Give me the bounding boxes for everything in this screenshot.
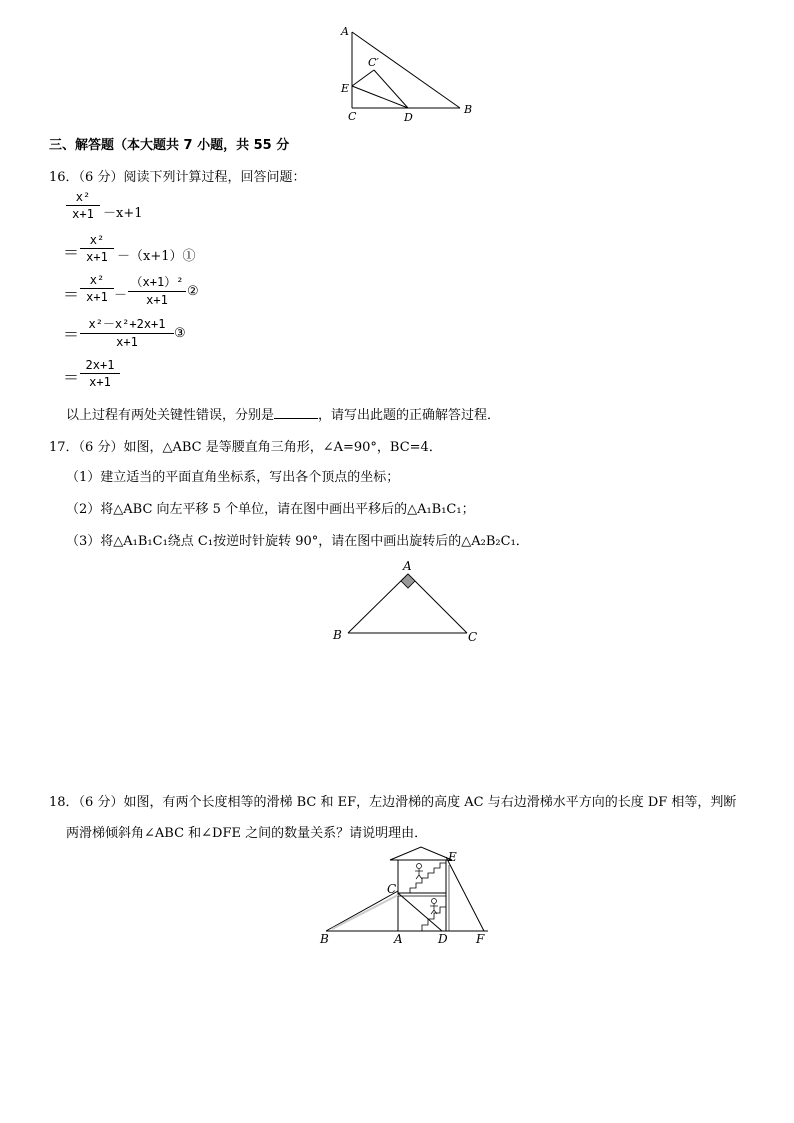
q18-label-D: D	[438, 932, 448, 946]
q16-line2-mark: ②	[187, 284, 199, 299]
q16-line1-eq: ＝	[63, 243, 80, 262]
q16-line2-fraction-b	[128, 273, 186, 307]
q16-line1-num: x²	[80, 233, 114, 249]
q16-line0-den: x+1	[72, 207, 94, 221]
q16-line0-num: x²	[66, 190, 100, 206]
q16-line0-fraction	[66, 190, 100, 221]
q16-line2-den: x+1	[86, 290, 108, 304]
q16-line3-eq: ＝	[63, 325, 80, 344]
q17-triangle-figure	[328, 558, 488, 650]
q16-line2-fraction-a	[80, 273, 114, 304]
q16-line4-num: 2x+1	[80, 358, 120, 374]
q16-line3-mark: ③	[174, 326, 186, 341]
q18-slide-figure	[312, 843, 502, 948]
label-B: B	[464, 103, 473, 116]
q18-label-C: C	[387, 882, 397, 896]
answer-blank[interactable]	[274, 407, 318, 419]
q17-label-B: B	[333, 628, 342, 642]
q16-conclusion-a: 以上过程有两处关键性错误，分别是	[66, 408, 275, 423]
top-triangle-figure	[330, 20, 480, 125]
person-icon-upper	[415, 864, 423, 880]
q16-line0-tail: －x+1	[103, 206, 143, 221]
q16-line2-num: x²	[80, 273, 114, 289]
q17-label-A: A	[403, 559, 412, 573]
right-angle-marker	[401, 574, 415, 588]
q18-label-F: F	[476, 932, 485, 946]
q16-line3-num: x²－x²+2x+1	[80, 315, 174, 334]
q18-prompt-line1: 18．（6 分）如图，有两个长度相等的滑梯 BC 和 EF，左边滑梯的高度 AC 与右边滑梯水平方向的长度 DF 相等，判断	[49, 795, 737, 810]
q16-conclusion	[66, 404, 500, 423]
q16-line3-fraction	[80, 315, 174, 349]
q16-line1-den: x+1	[86, 250, 108, 264]
q17-part1: （1）建立适当的平面直角坐标系，写出各个顶点的坐标；	[66, 470, 400, 485]
q16-line4-fraction	[80, 358, 120, 389]
label-E: E	[341, 82, 350, 95]
q17-part2: （2）将△ABC 向左平移 5 个单位，请在图中画出平移后的△A₁B₁C₁；	[66, 502, 475, 517]
q16-line4-den: x+1	[89, 375, 111, 389]
q17-label-C: C	[468, 630, 478, 644]
q18-label-A: A	[394, 932, 403, 946]
q16-line2-eq: ＝	[63, 285, 80, 304]
q16-prompt: 16．（6 分）阅读下列计算过程，回答问题：	[49, 170, 306, 185]
q16-line2-den2: x+1	[146, 293, 168, 307]
q17-part3: （3）将△A₁B₁C₁绕点 C₁按逆时针旋转 90°，请在图中画出旋转后的△A₂B₂C₁．	[66, 534, 529, 549]
q18-prompt-line2: 两滑梯倾斜角∠ABC 和∠DFE 之间的数量关系？请说明理由．	[66, 826, 428, 841]
q16-line1-tail: －（x+1）①	[117, 249, 196, 264]
section-heading: 三、解答题（本大题共 7 小题，共 55 分	[49, 138, 290, 153]
q16-line2-minus: －	[114, 288, 128, 303]
person-icon-lower	[430, 899, 438, 915]
q16-line4-eq: ＝	[63, 368, 80, 387]
label-C-prime: C′	[368, 56, 379, 69]
label-C: C	[348, 110, 357, 123]
q17-prompt: 17．（6 分）如图，△ABC 是等腰直角三角形，∠A=90°，BC=4．	[49, 440, 442, 455]
q18-label-B: B	[320, 932, 329, 946]
label-A: A	[341, 25, 349, 38]
q16-line2-num2: （x+1）²	[128, 273, 186, 292]
q16-line3-den: x+1	[116, 335, 138, 349]
q16-conclusion-b: ，请写出此题的正确解答过程．	[318, 408, 501, 423]
q16-line1-fraction	[80, 233, 114, 264]
q18-label-E: E	[448, 850, 457, 864]
label-D: D	[404, 111, 413, 124]
